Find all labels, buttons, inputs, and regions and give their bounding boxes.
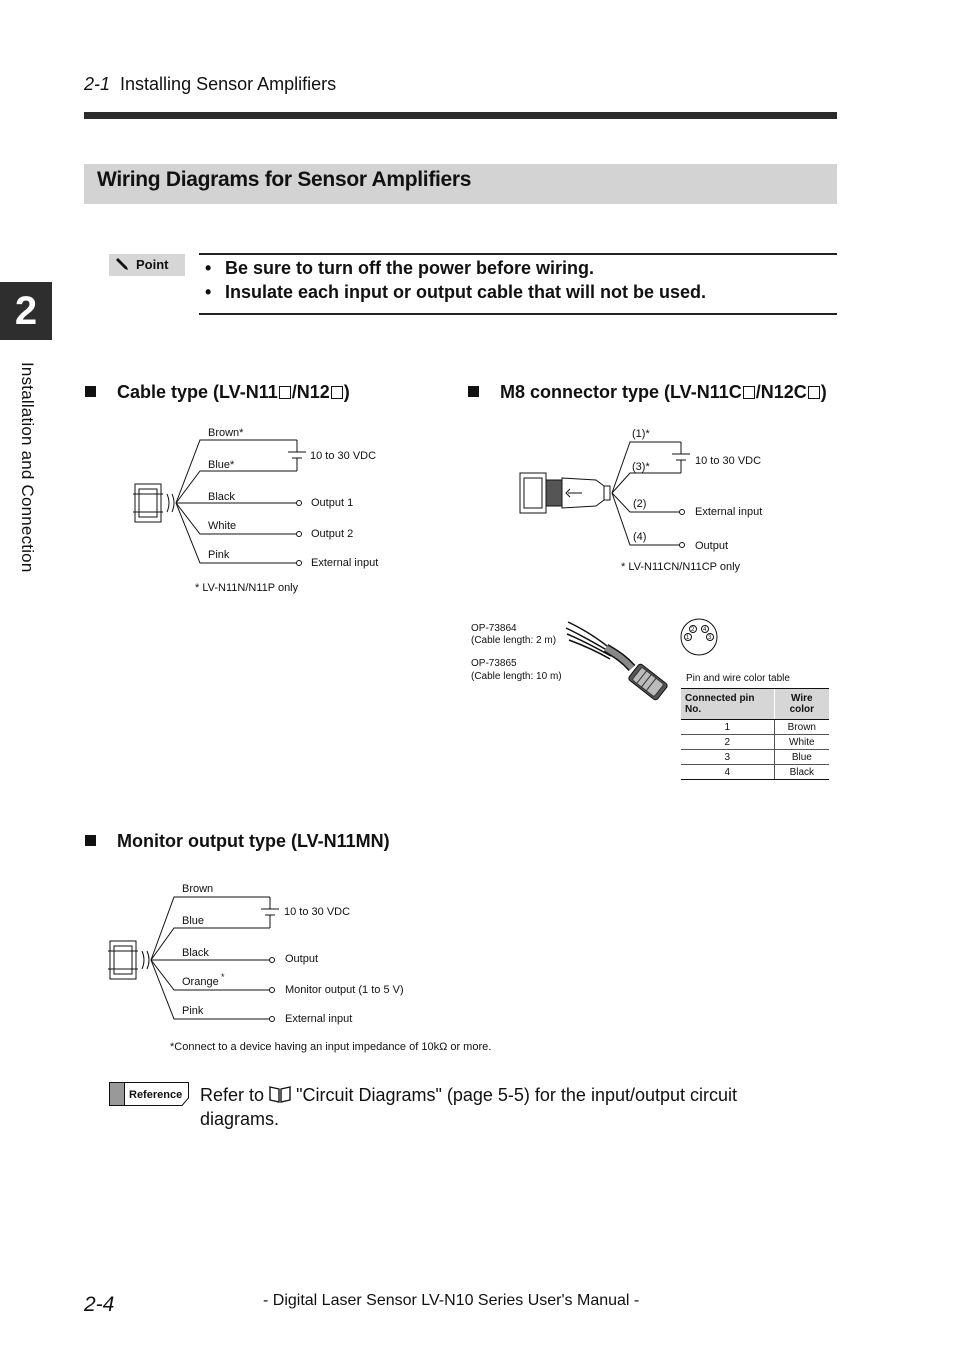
table-row (681, 750, 829, 765)
output-label: External input (695, 506, 763, 518)
supply-label: 10 to 30 VDC (695, 455, 762, 467)
wire-label: Black (182, 947, 209, 959)
point-item-text: Be sure to turn off the power before wiring. (225, 258, 595, 278)
color-cell: White (774, 735, 829, 750)
section-title: Installing Sensor Amplifiers (120, 74, 337, 94)
table-row (681, 720, 829, 735)
point-item: • Be sure to turn off the power before wiring. (205, 258, 595, 278)
pin-face-label: 3 (708, 635, 712, 641)
wire-4 (612, 493, 681, 545)
table-header-cell: Wire color (774, 689, 829, 720)
table-row (681, 765, 829, 780)
pin-face-label: 1 (686, 635, 690, 641)
chapter-tab: 2 (0, 282, 52, 340)
page-number: 2-4 (84, 1293, 115, 1316)
output-label: Output 1 (311, 497, 354, 509)
m8-type-heading: M8 connector type (LV-N11C /N12C ) (468, 382, 827, 403)
pin-label: (4) (633, 531, 647, 543)
output-label: Output (285, 953, 319, 965)
footnote: * LV-N11N/N11P only (195, 582, 299, 594)
pin-label: (2) (633, 498, 647, 510)
wire-label: Brown (182, 883, 214, 895)
cable-model: OP-73865 (471, 658, 517, 669)
pin-face-label: 4 (703, 627, 707, 633)
m8-type-diagram (520, 442, 690, 548)
reference-badge (109, 1082, 189, 1106)
pin-cell: 4 (681, 765, 774, 780)
page-title: Wiring Diagrams for Sensor Amplifiers (97, 168, 472, 191)
wire-blue (151, 928, 270, 960)
cable-type-heading: Cable type (LV-N11 /N12 ) (85, 382, 350, 403)
color-cell: Blue (774, 750, 829, 765)
supply-label: 10 to 30 VDC (284, 906, 351, 918)
amplifier-connector-icon (133, 484, 174, 522)
wire-label: Blue* (208, 459, 235, 471)
pin-face-label: 2 (691, 627, 695, 633)
point-item: • Insulate each input or output cable that will not be used. (205, 282, 707, 302)
pin-label: (1)* (632, 428, 650, 440)
point-label: Point (136, 257, 169, 272)
point-item-text: Insulate each input or output cable that will not be used. (225, 282, 707, 302)
cable-length: (Cable length: 10 m) (471, 671, 562, 682)
wire-label: Black (208, 491, 235, 503)
output-label: Output 2 (311, 528, 354, 540)
supply-label: 10 to 30 VDC (310, 450, 377, 462)
wire-footnote-mark: * (221, 972, 225, 982)
output-label: External input (285, 1013, 353, 1025)
cable-length: (Cable length: 2 m) (471, 635, 557, 646)
wire-white (176, 503, 297, 534)
footnote: *Connect to a device having an input impedance of 10kΩ or more. (170, 1041, 492, 1053)
pin-wire-table (681, 688, 829, 780)
manual-title: - Digital Laser Sensor LV-N10 Series User's Manual - (263, 1292, 640, 1309)
pin-label: (3)* (632, 461, 650, 473)
pin-cell: 3 (681, 750, 774, 765)
wire-3 (612, 473, 681, 493)
wire-label: Orange (182, 976, 219, 988)
cable-model: OP-73864 (471, 623, 517, 634)
output-label: External input (311, 557, 379, 569)
section-number: 2-1 (84, 74, 111, 94)
wire-label: Blue (182, 915, 205, 927)
chapter-side-label: Installation and Connection (18, 362, 37, 573)
m8-cable-icon (566, 622, 668, 701)
wire-label: Pink (182, 1005, 204, 1017)
color-cell: Brown (774, 720, 829, 735)
book-icon (269, 1085, 291, 1103)
table-caption: Pin and wire color table (686, 673, 790, 684)
table-header-row (681, 689, 829, 720)
pin-cell: 2 (681, 735, 774, 750)
monitor-type-heading: Monitor output type (LV-N11MN) (85, 831, 390, 852)
m8-connector-icon (520, 473, 610, 513)
wire-blue (176, 471, 297, 503)
reference-label: Reference (129, 1089, 183, 1101)
wire-label: Brown* (208, 427, 244, 439)
wire-label: White (208, 520, 237, 532)
table-header-cell: Connected pin No. (681, 689, 774, 720)
wire-pink (176, 503, 297, 563)
color-cell: Black (774, 765, 829, 780)
footnote: * LV-N11CN/N11CP only (621, 561, 741, 573)
pin-cell: 1 (681, 720, 774, 735)
amplifier-connector-icon (108, 941, 149, 979)
output-label: Monitor output (1 to 5 V) (285, 984, 404, 996)
table-row (681, 735, 829, 750)
wire-2 (612, 493, 681, 512)
output-label: Output (695, 540, 729, 552)
reference-text: Refer to "Circuit Diagrams" (page 5-5) for the input/output circuit diagrams. (200, 1085, 738, 1129)
wire-label: Pink (208, 549, 230, 561)
